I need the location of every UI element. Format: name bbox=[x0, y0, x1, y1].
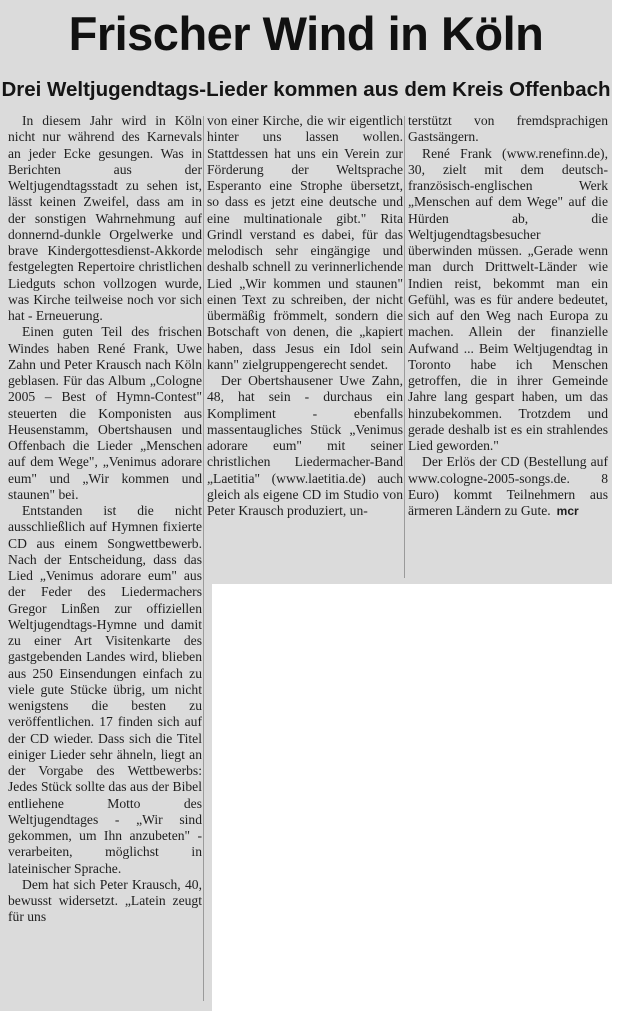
article-subheadline: Drei Weltjugendtags-Lieder kommen aus dem Kreis Offenbach bbox=[1, 78, 611, 101]
article-paragraph: In diesem Jahr wird in Köln nicht nur während des Karnevals an jeder Ecke gesungen. Was in Berichten aus der Weltjugendtagsstadt zu sehen ist, lässt keinen Zweifel, dass am in der sonstigen Wahrnehmung auf donnernd-dunkle Orgelwerke und brave Kindergottesdienst-Akkorde festgelegten Repertoire christlichen Liedguts schon vollzogen wurde, was Kirche teilweise noch vor sich hat - Erneuerung. bbox=[8, 113, 202, 323]
article-paragraph: Dem hat sich Peter Krausch, 40, bewusst widersetzt. „Latein zeugt für uns bbox=[8, 876, 202, 925]
article-paragraph: Entstanden ist die nicht ausschließlich auf Hymnen fixierte CD aus einem Songwettbewerb. Nach der Entscheidung, dass das Lied „Venimus adorare eum" aus der Feder des Liedermachers Gregor Linßen zur offiziellen Weltjugendtags-Hymne und damit zu einer Art Visitenkarte des gastgebenden Landes wird, blieben aus 250 Einsendungen einfach zu viele gute Stücke übrig, um nicht wenigstens die besten zu veröffentlichen. 17 finden sich auf der CD wieder. Dass sich die Titel einiger Lieder sehr ähneln, liegt an der Vorgabe des Wettbewerbs: Jedes Stück sollte das aus der Bibel entliehene Motto des Weltjugendtages - „Wir sind gekommen, um Ihn anzubeten" - verarbeiten, möglichst in lateinischer Sprache. bbox=[8, 503, 202, 876]
article-paragraph: terstützt von fremdsprachigen Gastsängern. bbox=[408, 113, 608, 145]
article-column-2 bbox=[207, 113, 403, 519]
article-headline: Frischer Wind in Köln bbox=[68, 7, 544, 60]
article-paragraph-text: Der Erlös der CD (Bestellung auf www.cologne-2005-songs.de. 8 Euro) kommt Teilnehmern aus ärmeren Ländern zu Gute. bbox=[408, 454, 608, 518]
author-signature: mcr bbox=[556, 504, 579, 518]
article-paragraph: Der Obertshausener Uwe Zahn, 48, hat sein - durchaus ein Kompliment - ebenfalls massentaugliches Stück „Venimus adorare eum" mit seiner christlichen Liedermacher-Band „Laetitia" (www.laetitia.de) auch gleich als eigene CD im Studio von Peter Krausch produziert, un- bbox=[207, 373, 403, 518]
article-column-1 bbox=[8, 113, 202, 926]
article-paragraph: René Frank (www.renefinn.de), 30, zielt mit dem deutsch-französisch-englischen Werk „Menschen auf dem Wege" auf die Hürden ab, die Weltjugendtagsbesucher überwinden müssen. „Gerade wenn man durch Drittwelt-Länder wie Indien reist, bekommt man ein Gefühl, was es für andere bedeutet, sich auf den Weg nach Europa zu machen. Allein der finanzielle Aufwand ... Beim Weltjugendtag in Toronto habe ich Menschen getroffen, die in ihrer Gemeinde Jahre lang gespart haben, um das hinzubekommen. Trotzdem und gerade deshalb ist es ein strahlendes Lied geworden." bbox=[408, 145, 608, 453]
article-paragraph: von einer Kirche, die wir eigentlich hinter uns lassen wollen. Stattdessen hat uns ein Verein zur Förderung der Weltsprache Esperanto eine Strophe übersetzt, so dass es jetzt eine deutsche und eine multinationale gibt." Rita Grindl verstand es dabei, für das melodisch sehr eingängige und deshalb schnell zu verinnerlichende Lied „Wir kommen und staunen" einen Text zu schreiben, der nicht übermäßig frömmelt, sondern die Botschaft von denen, die „kapiert haben, dass Jesus ein Idol sein kann" zielgruppengerecht sendet. bbox=[207, 113, 403, 372]
column-divider bbox=[203, 116, 204, 1001]
article-column-3 bbox=[408, 113, 608, 519]
blank-page-area bbox=[212, 584, 618, 1011]
article-paragraph bbox=[408, 454, 608, 519]
article-paragraph: Einen guten Teil des frischen Windes haben René Frank, Uwe Zahn und Peter Krausch nach Köln geblasen. Für das Album „Cologne 2005 – Best of Hymn-Contest" steuerten die Komponisten aus Heusenstamm, Obertshausen und Offenbach die Lieder „Menschen auf dem Wege", „Venimus adorare eum" und „Wir kommen und staunen" bei. bbox=[8, 324, 202, 502]
column-divider bbox=[404, 116, 405, 578]
